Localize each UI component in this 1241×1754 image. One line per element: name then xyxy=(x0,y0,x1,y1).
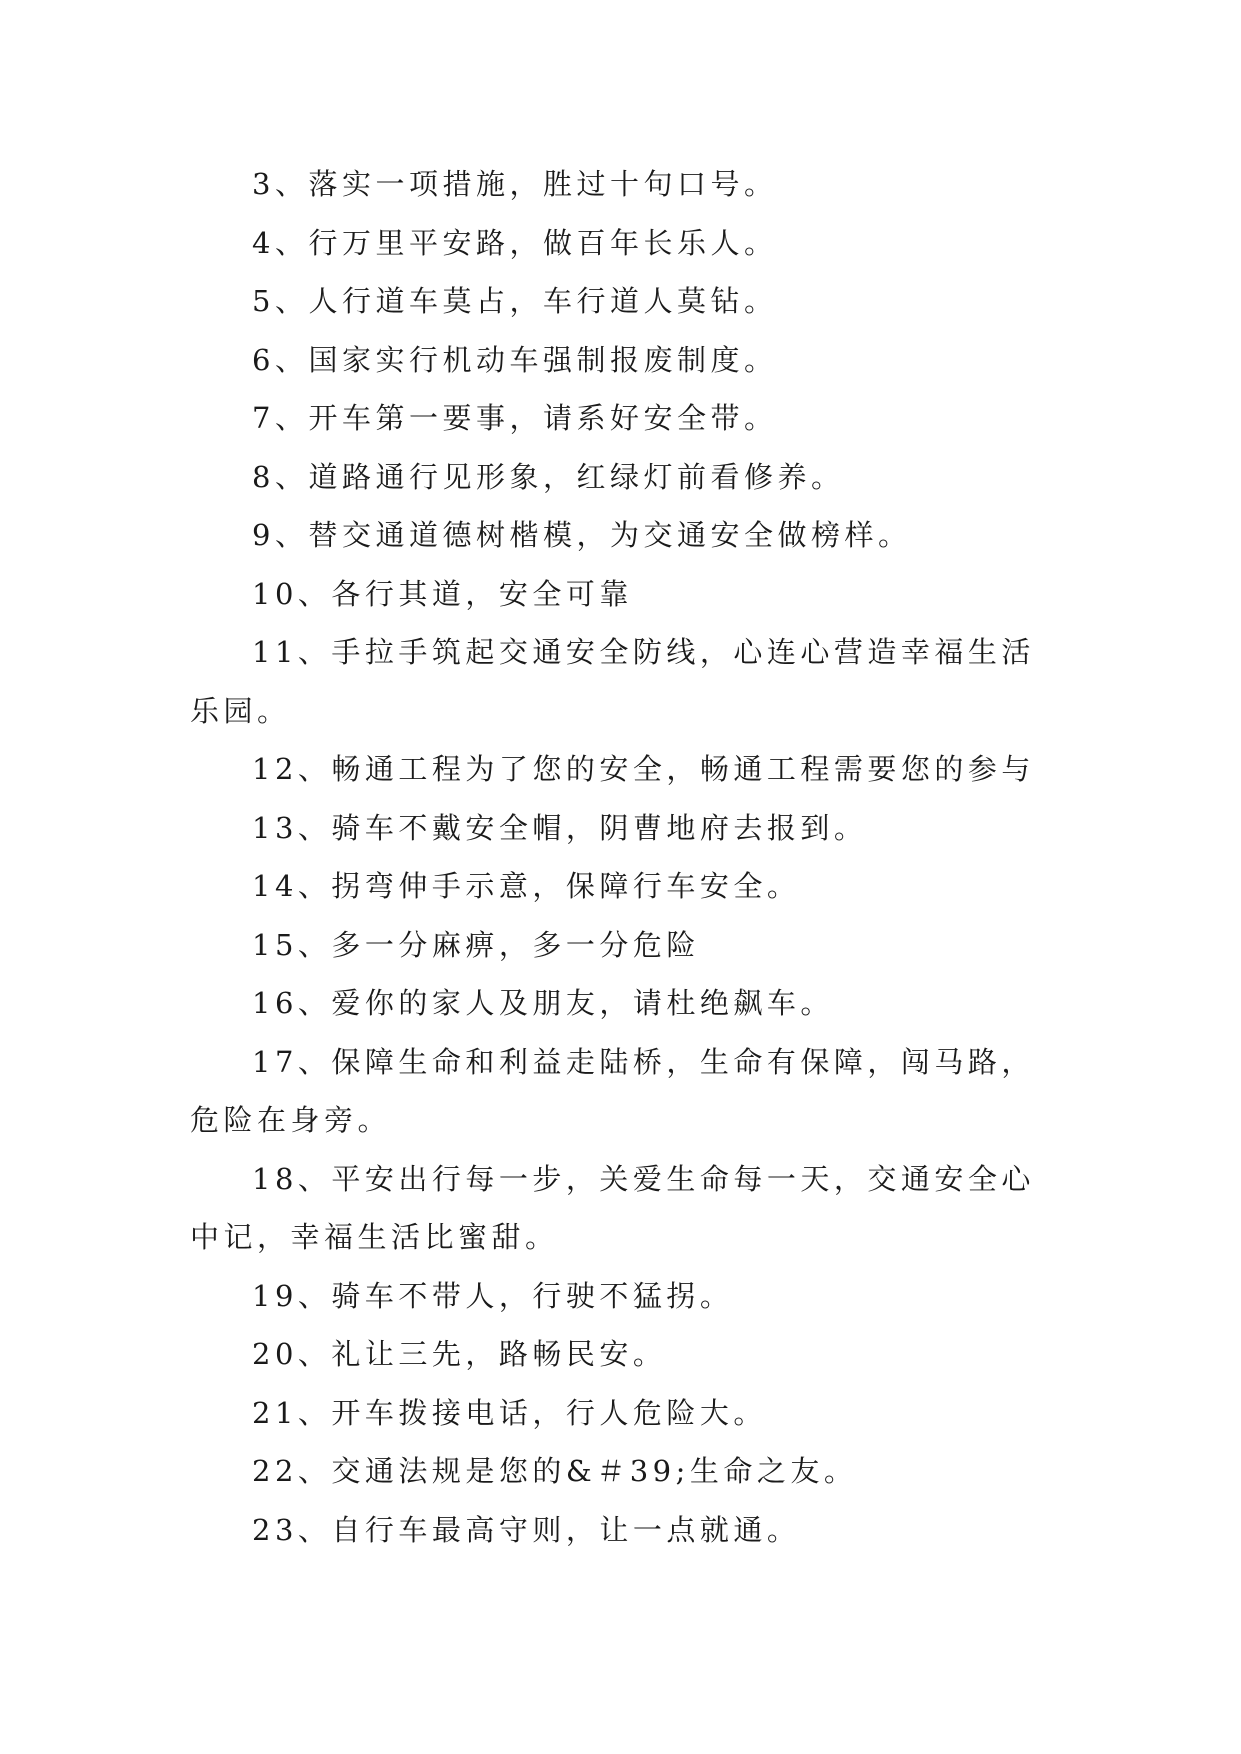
slogan-line-5: 5、人行道车莫占，车行道人莫钻。 xyxy=(252,284,778,318)
slogan-line-19: 19、骑车不带人，行驶不猛拐。 xyxy=(252,1278,734,1313)
slogan-line-23: 23、自行车最高守则，让一点就通。 xyxy=(252,1512,801,1547)
slogan-line-16: 16、爱你的家人及朋友，请杜绝飙车。 xyxy=(252,986,834,1020)
slogan-line-13: 13、骑车不戴安全帽，阴曹地府去报到。 xyxy=(252,810,868,845)
slogan-line-22: 22、交通法规是您的&＃39;生命之友。 xyxy=(252,1454,858,1488)
slogan-line-15: 15、多一分麻痹，多一分危险 xyxy=(252,927,700,962)
slogan-line-3: 3、落实一项措施，胜过十句口号。 xyxy=(252,167,778,201)
slogan-line-7: 7、开车第一要事，请系好安全带。 xyxy=(252,401,778,435)
slogan-line-10: 10、各行其道，安全可靠 xyxy=(252,576,633,611)
slogan-line-12: 12、畅通工程为了您的安全，畅通工程需要您的参与 xyxy=(252,752,1035,786)
slogan-line-20: 20、礼让三先，路畅民安。 xyxy=(252,1337,667,1371)
slogan-line-14: 14、拐弯伸手示意，保障行车安全。 xyxy=(252,869,801,903)
slogan-line-9: 9、替交通道德树楷模，为交通安全做榜样。 xyxy=(252,518,912,552)
slogan-line-21: 21、开车拨接电话，行人危险大。 xyxy=(252,1395,767,1430)
slogan-line-11: 11、手拉手筑起交通安全防线，心连心营造幸福生活乐园。 xyxy=(190,635,1035,728)
slogan-line-17: 17、保障生命和利益走陆桥，生命有保障，闯马路，危险在身旁。 xyxy=(190,1044,1035,1137)
slogan-line-8: 8、道路通行见形象，红绿灯前看修养。 xyxy=(252,459,845,494)
document-body xyxy=(190,155,1052,1559)
slogan-line-4: 4、行万里平安路，做百年长乐人。 xyxy=(252,225,778,260)
slogan-line-18: 18、平安出行每一步，关爱生命每一天，交通安全心中记，幸福生活比蜜甜。 xyxy=(190,1161,1035,1254)
slogan-line-6: 6、国家实行机动车强制报废制度。 xyxy=(252,342,778,377)
